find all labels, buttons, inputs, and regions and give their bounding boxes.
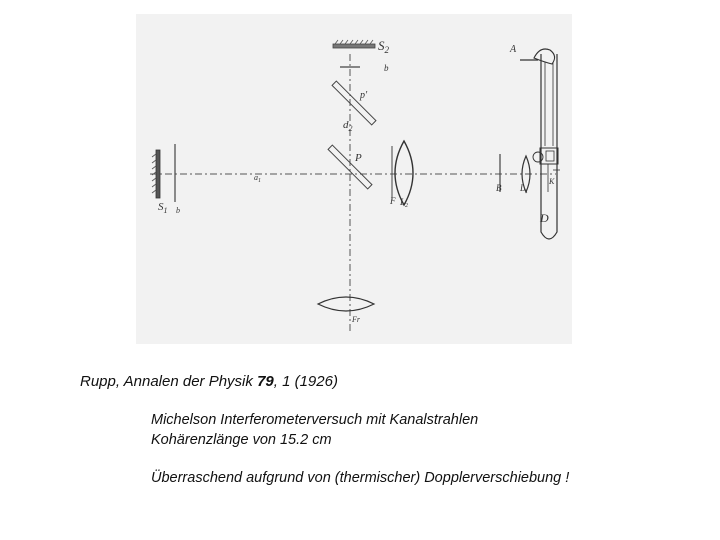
citation-volume: 79 [257,373,274,390]
label-s1: $S_1$ [158,201,168,215]
label-b-left: b [176,206,180,215]
interferometer-diagram [136,14,572,344]
citation [80,373,338,390]
label-d2: $d_2$ [343,119,353,133]
label-k: K [549,177,555,186]
label-l1: $L_1$ [520,183,529,195]
label-a1: $a_1$ [254,173,261,184]
label-p: P [355,152,362,164]
label-f: F [390,196,396,206]
label-b-top: b [384,63,389,73]
description-line-1: Michelson Interferometerversuch mit Kanalstrahlen [151,412,479,428]
interferometer-figure [136,14,572,344]
label-p-prime: p' [360,90,368,101]
label-s2: $S_2$ [378,38,389,55]
label-fr: Fr [352,315,360,324]
citation-authors: Rupp, Annalen der Physik [80,373,258,390]
label-d-tube: D [540,211,549,225]
label-l2: $L_2$ [400,197,409,209]
scan-background [136,14,572,344]
description-line-2: Kohärenzlänge von 15.2 cm [151,432,332,448]
description-line-3: Überraschend aufgrund von (thermischer) Dopplerverschiebung ! [151,470,570,486]
citation-page-year: , 1 (1926) [273,373,338,390]
label-a: A [510,44,517,55]
label-b-right: B [496,183,502,193]
